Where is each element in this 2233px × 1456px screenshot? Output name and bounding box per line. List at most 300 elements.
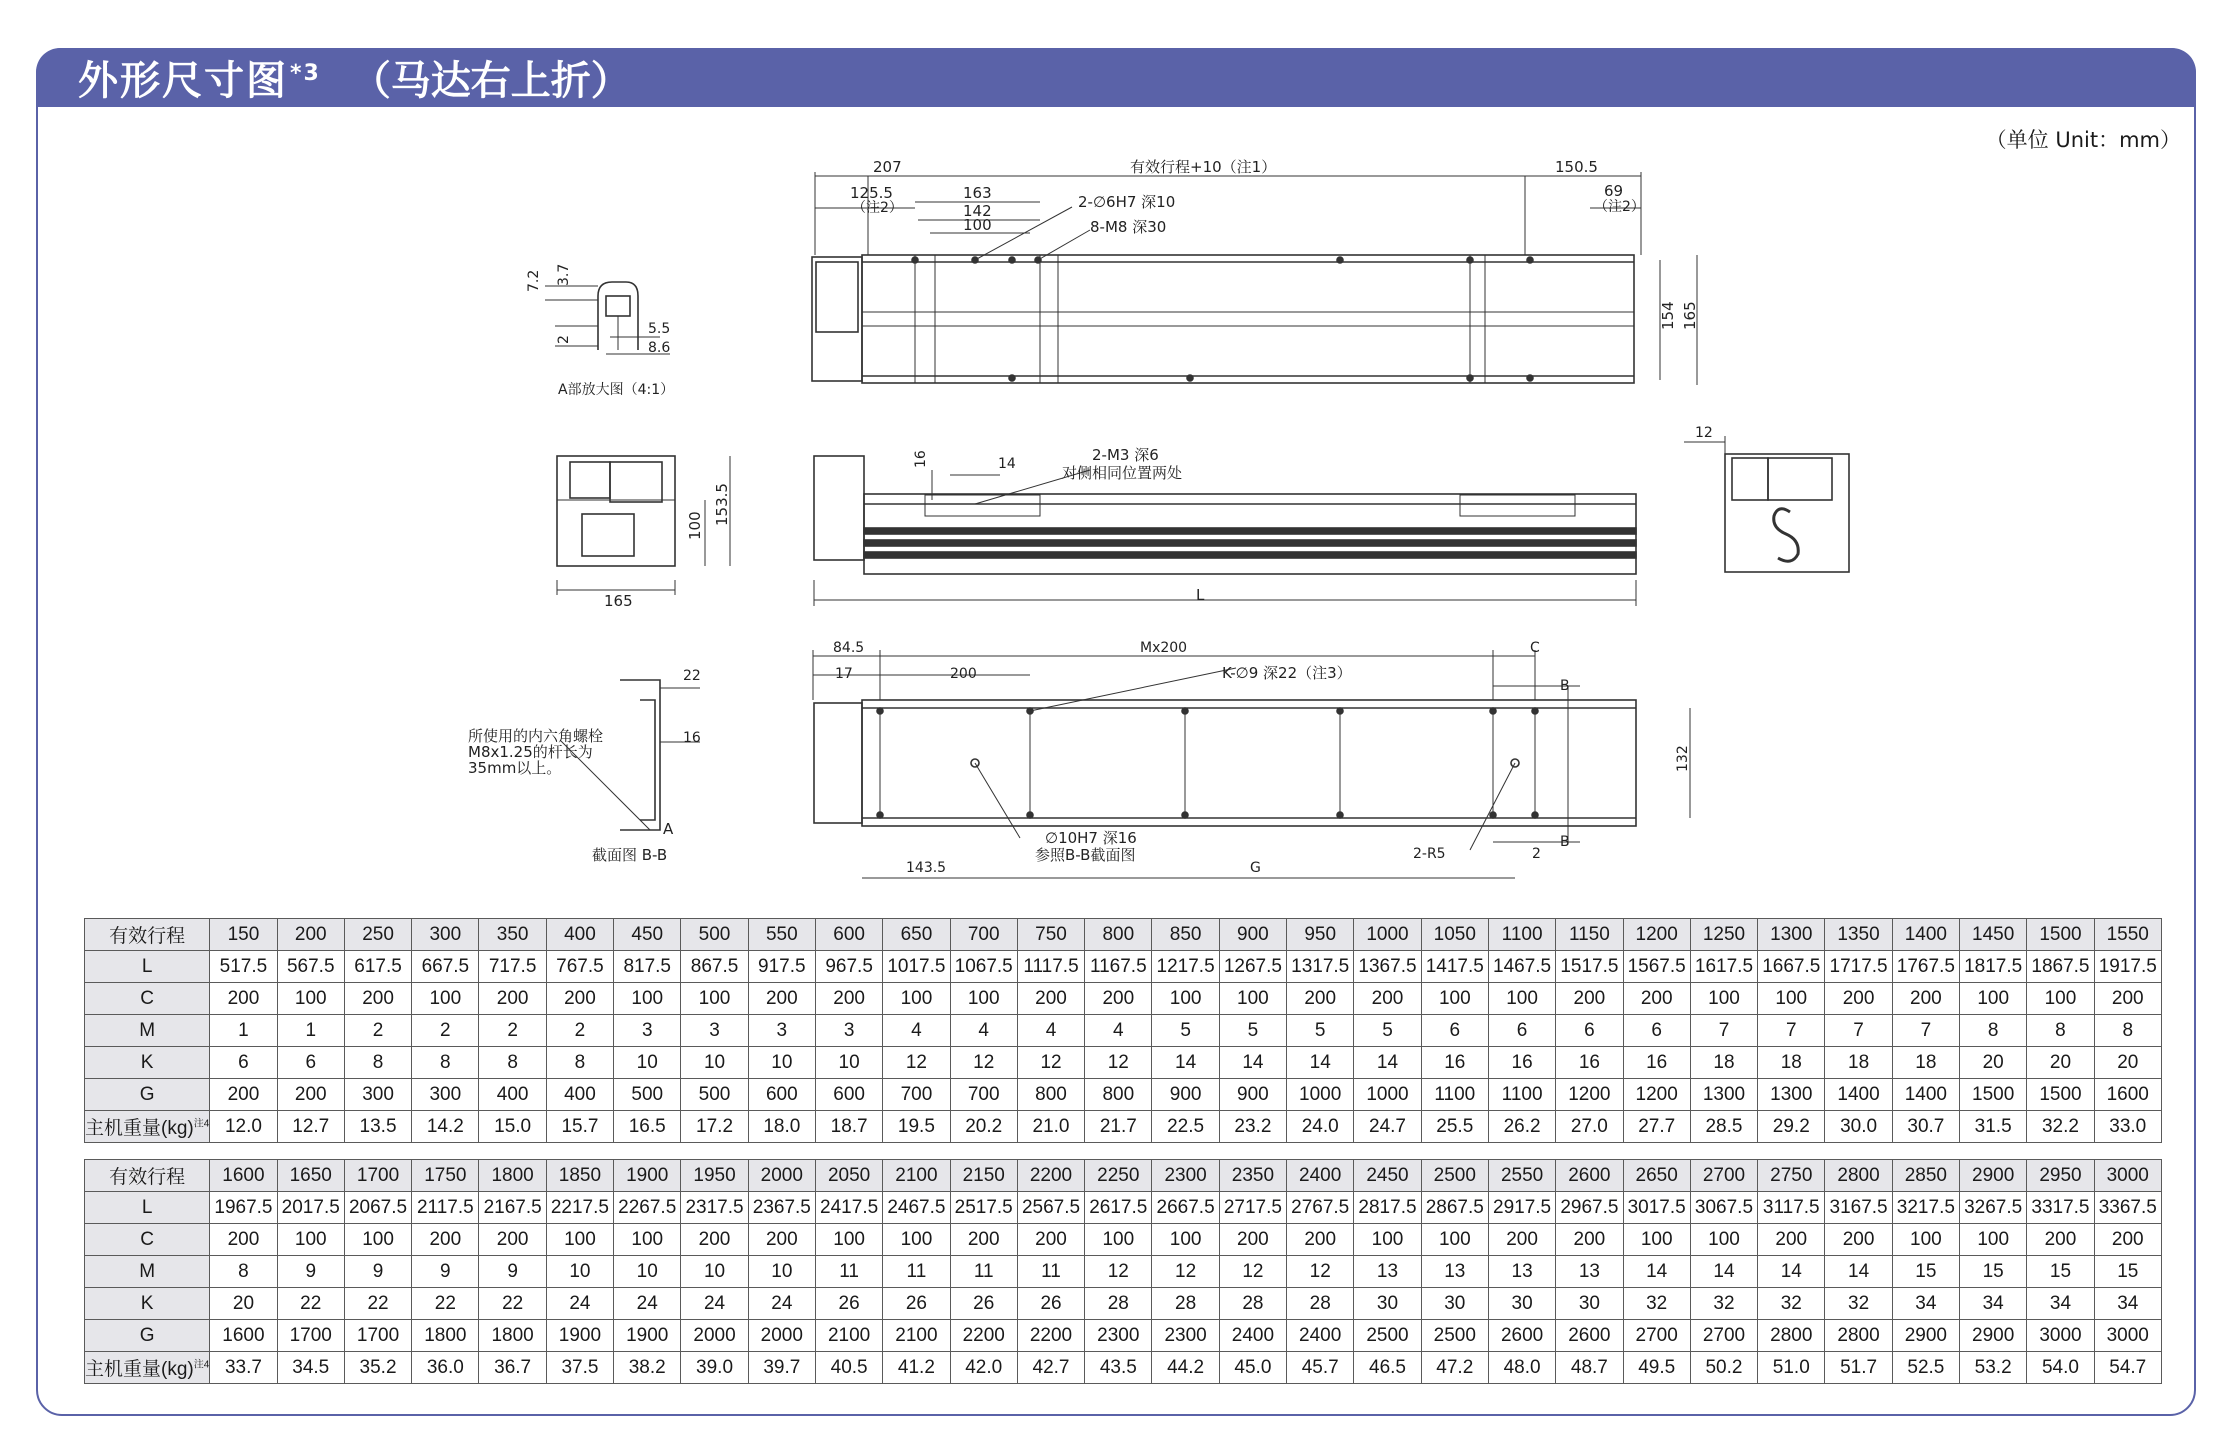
- table-cell: 14: [1623, 1256, 1690, 1288]
- table-cell: 10: [681, 1256, 748, 1288]
- table-cell: 18: [1690, 1047, 1757, 1079]
- table-cell: 23.2: [1219, 1111, 1286, 1143]
- table-cell: 6: [1421, 1015, 1488, 1047]
- table-cell: 2467.5: [883, 1192, 950, 1224]
- table-cell: 2100: [883, 1160, 950, 1192]
- table-cell: 12: [1017, 1047, 1084, 1079]
- table-cell: 24: [546, 1288, 613, 1320]
- table-cell: 100: [2027, 983, 2094, 1015]
- table-cell: 2: [479, 1015, 546, 1047]
- table-cell: 26: [883, 1288, 950, 1320]
- table-cell: 517.5: [210, 951, 277, 983]
- table-cell: 1067.5: [950, 951, 1017, 983]
- table-cell: 1900: [614, 1160, 681, 1192]
- table-cell: 550: [748, 919, 815, 951]
- table-cell: 200: [1287, 1224, 1354, 1256]
- table-cell: 900: [1219, 1079, 1286, 1111]
- table-cell: 567.5: [277, 951, 344, 983]
- table-cell: 20: [210, 1288, 277, 1320]
- table-cell: 12.0: [210, 1111, 277, 1143]
- page-subtitle: （马达右上折）: [350, 58, 631, 104]
- dim-5-5: 5.5: [648, 321, 671, 337]
- table-cell: 4: [950, 1015, 1017, 1047]
- table-cell: 34: [2094, 1288, 2161, 1320]
- table-cell: 2217.5: [546, 1192, 613, 1224]
- table-cell: 800: [1085, 919, 1152, 951]
- table-row: [85, 983, 2162, 1015]
- table-cell: 100: [1892, 1224, 1959, 1256]
- unit-note: （单位 Unit：mm）: [1985, 128, 2181, 152]
- table-cell: 1600: [2094, 1079, 2161, 1111]
- table-cell: 14: [1219, 1047, 1286, 1079]
- table-cell: 35.2: [344, 1352, 411, 1384]
- table-cell: 10: [748, 1047, 815, 1079]
- table-cell: 24: [681, 1288, 748, 1320]
- table-cell: 26: [815, 1288, 882, 1320]
- dim-153-5: 153.5: [713, 483, 731, 526]
- table-cell: 2950: [2027, 1160, 2094, 1192]
- table-cell: 5: [1354, 1015, 1421, 1047]
- table-cell: 16: [1421, 1047, 1488, 1079]
- table-cell: 2000: [681, 1320, 748, 1352]
- table-cell: 40.5: [815, 1352, 882, 1384]
- table-cell: 200: [1219, 1224, 1286, 1256]
- table-cell: 32: [1758, 1288, 1825, 1320]
- table-cell: 1500: [2027, 1079, 2094, 1111]
- screw-note: 8-M8 深30: [1090, 218, 1167, 236]
- table-cell: 28: [1152, 1288, 1219, 1320]
- table-cell: 9: [479, 1256, 546, 1288]
- table-cell: 200: [210, 983, 277, 1015]
- table-cell: 8: [2094, 1015, 2161, 1047]
- table-cell: 8: [2027, 1015, 2094, 1047]
- dim-2: 2: [1532, 846, 1541, 862]
- table-cell: 2700: [1690, 1160, 1757, 1192]
- table-cell: 917.5: [748, 951, 815, 983]
- table-cell: 100: [1421, 983, 1488, 1015]
- table-cell: 200: [1287, 983, 1354, 1015]
- table-cell: 200: [1556, 983, 1623, 1015]
- table-cell: 14: [1825, 1256, 1892, 1288]
- table-cell: 36.0: [412, 1352, 479, 1384]
- end-view-left: [557, 456, 731, 610]
- table-cell: 53.2: [1960, 1352, 2027, 1384]
- table-cell: 3000: [2027, 1320, 2094, 1352]
- table-cell: 10: [614, 1047, 681, 1079]
- table-cell: 22: [277, 1288, 344, 1320]
- table-cell: 1400: [1825, 1079, 1892, 1111]
- table-cell: 900: [1152, 1079, 1219, 1111]
- table-cell: 14: [1287, 1047, 1354, 1079]
- table-cell: 700: [883, 1079, 950, 1111]
- row-label: G: [85, 1079, 210, 1111]
- row-label: C: [85, 1224, 210, 1256]
- table-row: [85, 1224, 2162, 1256]
- dim-16: 16: [913, 450, 929, 468]
- table-cell: 4: [883, 1015, 950, 1047]
- table-cell: 2: [546, 1015, 613, 1047]
- table-cell: 8: [1960, 1015, 2027, 1047]
- table-cell: 1550: [2094, 919, 2161, 951]
- table-cell: 100: [1219, 983, 1286, 1015]
- table-cell: 15: [1960, 1256, 2027, 1288]
- table-cell: 1200: [1623, 919, 1690, 951]
- table-cell: 2900: [1892, 1320, 1959, 1352]
- mark-B1: B: [1560, 678, 1570, 694]
- table-cell: 300: [412, 1079, 479, 1111]
- table-cell: 1817.5: [1960, 951, 2027, 983]
- table-cell: 600: [815, 1079, 882, 1111]
- table-cell: 49.5: [1623, 1352, 1690, 1384]
- table-cell: 2350: [1219, 1160, 1286, 1192]
- table-cell: 1200: [1556, 1079, 1623, 1111]
- table-cell: 100: [344, 1224, 411, 1256]
- row-label: L: [85, 1192, 210, 1224]
- table-cell: 100: [277, 1224, 344, 1256]
- dim-C: C: [1530, 640, 1540, 656]
- table-cell: 2200: [1017, 1160, 1084, 1192]
- table-cell: 2400: [1287, 1160, 1354, 1192]
- table-cell: 1500: [1960, 1079, 2027, 1111]
- dim-132: 132: [1675, 745, 1691, 772]
- table-cell: 5: [1287, 1015, 1354, 1047]
- table-cell: 18.7: [815, 1111, 882, 1143]
- table-cell: 100: [883, 1224, 950, 1256]
- table-cell: 34: [1892, 1288, 1959, 1320]
- table-row: [85, 1352, 2162, 1384]
- section-bb-caption: 截面图 B-B: [592, 846, 668, 864]
- table-cell: 1700: [344, 1160, 411, 1192]
- table-cell: 2000: [748, 1320, 815, 1352]
- table-cell: 1167.5: [1085, 951, 1152, 983]
- table-cell: 28: [1219, 1288, 1286, 1320]
- table-cell: 37.5: [546, 1352, 613, 1384]
- table-row: [85, 1047, 2162, 1079]
- table-cell: 1700: [344, 1320, 411, 1352]
- table-cell: 13: [1354, 1256, 1421, 1288]
- table-cell: 100: [1960, 1224, 2027, 1256]
- table-cell: 1800: [479, 1160, 546, 1192]
- table-cell: 200: [1825, 1224, 1892, 1256]
- table-cell: 2817.5: [1354, 1192, 1421, 1224]
- table-cell: 7: [1758, 1015, 1825, 1047]
- table-cell: 100: [1690, 983, 1757, 1015]
- table-cell: 2300: [1152, 1320, 1219, 1352]
- table-cell: 1500: [2027, 919, 2094, 951]
- table-cell: 30: [1354, 1288, 1421, 1320]
- row-label: 有效行程: [85, 919, 210, 951]
- table-cell: 200: [950, 1224, 1017, 1256]
- table-cell: 11: [815, 1256, 882, 1288]
- table-cell: 150: [210, 919, 277, 951]
- table-cell: 1050: [1421, 919, 1488, 951]
- dim-125-5: 125.5: [850, 184, 893, 202]
- table-cell: 15: [1892, 1256, 1959, 1288]
- table-cell: 500: [681, 1079, 748, 1111]
- dim-M: Mx200: [1140, 640, 1188, 656]
- table-cell: 1950: [681, 1160, 748, 1192]
- table-cell: 200: [277, 1079, 344, 1111]
- table-cell: 650: [883, 919, 950, 951]
- table-cell: 1100: [1488, 1079, 1555, 1111]
- table-cell: 2167.5: [479, 1192, 546, 1224]
- tap-note: 2-M3 深6: [1092, 446, 1159, 464]
- table-cell: 1517.5: [1556, 951, 1623, 983]
- table-cell: 1117.5: [1017, 951, 1084, 983]
- top-view: [812, 158, 1699, 385]
- table-cell: 16.5: [614, 1111, 681, 1143]
- table-cell: 2900: [1960, 1160, 2027, 1192]
- table-cell: 52.5: [1892, 1352, 1959, 1384]
- bolt-note-3: 35mm以上。: [468, 759, 562, 777]
- section-bb-view: [468, 668, 701, 864]
- table-cell: 3: [681, 1015, 748, 1047]
- table-cell: 100: [546, 1224, 613, 1256]
- note-2b: （注2）: [1594, 199, 1645, 215]
- table-cell: 13: [1421, 1256, 1488, 1288]
- table-cell: 50.2: [1690, 1352, 1757, 1384]
- table-cell: 2917.5: [1488, 1192, 1555, 1224]
- spec-table-1: [84, 918, 2162, 1143]
- dim-142: 142: [963, 202, 992, 220]
- table-cell: 2767.5: [1287, 1192, 1354, 1224]
- table-cell: 100: [614, 1224, 681, 1256]
- table-cell: 20: [2094, 1047, 2161, 1079]
- table-cell: 1967.5: [210, 1192, 277, 1224]
- table-cell: 20.2: [950, 1111, 1017, 1143]
- table-cell: 21.7: [1085, 1111, 1152, 1143]
- table-cell: 200: [210, 1079, 277, 1111]
- table-cell: 900: [1219, 919, 1286, 951]
- table-cell: 2100: [815, 1320, 882, 1352]
- table-cell: 39.0: [681, 1352, 748, 1384]
- pin-note-2: 参照B-B截面图: [1035, 846, 1136, 864]
- end-view-right: [1684, 425, 1849, 572]
- table-cell: 200: [815, 983, 882, 1015]
- table-cell: 200: [1825, 983, 1892, 1015]
- table-cell: 1150: [1556, 919, 1623, 951]
- table-cell: 22: [412, 1288, 479, 1320]
- table-cell: 2700: [1623, 1320, 1690, 1352]
- table-cell: 15: [2094, 1256, 2161, 1288]
- table-cell: 1100: [1488, 919, 1555, 951]
- table-cell: 32: [1623, 1288, 1690, 1320]
- table-cell: 2250: [1085, 1160, 1152, 1192]
- table-cell: 200: [681, 1224, 748, 1256]
- table-cell: 8: [412, 1047, 479, 1079]
- table-cell: 1200: [1623, 1079, 1690, 1111]
- table-cell: 2717.5: [1219, 1192, 1286, 1224]
- table-cell: 2000: [748, 1160, 815, 1192]
- table-cell: 2900: [1960, 1320, 2027, 1352]
- table-cell: 500: [681, 919, 748, 951]
- row-label: K: [85, 1047, 210, 1079]
- table-cell: 25.5: [1421, 1111, 1488, 1143]
- table-cell: 30: [1421, 1288, 1488, 1320]
- table-cell: 1100: [1421, 1079, 1488, 1111]
- table-cell: 2600: [1556, 1160, 1623, 1192]
- table-cell: 17.2: [681, 1111, 748, 1143]
- table-cell: 1267.5: [1219, 951, 1286, 983]
- pin-note-1: ∅10H7 深16: [1045, 829, 1137, 847]
- dim-14: 14: [998, 456, 1016, 472]
- table-cell: 1250: [1690, 919, 1757, 951]
- table-cell: 2600: [1556, 1320, 1623, 1352]
- table-row: [85, 919, 2162, 951]
- table-cell: 30.0: [1825, 1111, 1892, 1143]
- table-row: [85, 1015, 2162, 1047]
- table-cell: 10: [815, 1047, 882, 1079]
- note-2a: （注2）: [852, 200, 903, 216]
- table-cell: 1300: [1758, 919, 1825, 951]
- dim-G: G: [1250, 860, 1261, 876]
- table-cell: 12: [1085, 1047, 1152, 1079]
- table-cell: 2800: [1825, 1320, 1892, 1352]
- table-cell: 1650: [277, 1160, 344, 1192]
- table-cell: 3: [748, 1015, 815, 1047]
- dim-100: 100: [963, 216, 992, 234]
- bolt-note-1: 所使用的内六角螺栓: [468, 727, 604, 745]
- table-cell: 2500: [1421, 1160, 1488, 1192]
- table-cell: 2500: [1421, 1320, 1488, 1352]
- table-cell: 200: [412, 1224, 479, 1256]
- table-cell: 12: [1287, 1256, 1354, 1288]
- table-cell: 22: [479, 1288, 546, 1320]
- table-cell: 2667.5: [1152, 1192, 1219, 1224]
- dim-143-5: 143.5: [906, 860, 947, 876]
- table-cell: 200: [344, 983, 411, 1015]
- table-cell: 29.2: [1758, 1111, 1825, 1143]
- table-cell: 10: [546, 1256, 613, 1288]
- page-title: 外形尺寸图$^{*3}$: [78, 58, 321, 104]
- table-cell: 18.0: [748, 1111, 815, 1143]
- table-cell: 32: [1825, 1288, 1892, 1320]
- table-cell: 500: [614, 1079, 681, 1111]
- table-cell: 1700: [277, 1320, 344, 1352]
- table-cell: 9: [277, 1256, 344, 1288]
- table-cell: 2100: [883, 1320, 950, 1352]
- table-cell: 20: [1960, 1047, 2027, 1079]
- table-cell: 2: [344, 1015, 411, 1047]
- table-cell: 1767.5: [1892, 951, 1959, 983]
- dim-16: 16: [683, 730, 701, 746]
- table-cell: 800: [1017, 1079, 1084, 1111]
- table-cell: 1400: [1892, 1079, 1959, 1111]
- table-cell: 6: [277, 1047, 344, 1079]
- table-cell: 5: [1152, 1015, 1219, 1047]
- table-cell: 16: [1556, 1047, 1623, 1079]
- table-cell: 100: [1623, 1224, 1690, 1256]
- row-label: 有效行程: [85, 1160, 210, 1192]
- table-cell: 1317.5: [1287, 951, 1354, 983]
- table-cell: 200: [2094, 1224, 2161, 1256]
- table-cell: 800: [1085, 1079, 1152, 1111]
- table-cell: 26: [950, 1288, 1017, 1320]
- bolt-note-2: M8x1.25的杆长为: [468, 743, 593, 761]
- table-cell: 2050: [815, 1160, 882, 1192]
- table-row: [85, 1111, 2162, 1143]
- table-cell: 100: [1758, 983, 1825, 1015]
- detail-a-view: [526, 264, 674, 398]
- table-cell: 2550: [1488, 1160, 1555, 1192]
- table-cell: 867.5: [681, 951, 748, 983]
- row-label: C: [85, 983, 210, 1015]
- table-cell: 2: [412, 1015, 479, 1047]
- table-cell: 10: [614, 1256, 681, 1288]
- table-cell: 2700: [1690, 1320, 1757, 1352]
- table-cell: 200: [210, 1224, 277, 1256]
- table-cell: 100: [1354, 1224, 1421, 1256]
- table-cell: 2200: [1017, 1320, 1084, 1352]
- table-cell: 2967.5: [1556, 1192, 1623, 1224]
- table-cell: 2300: [1152, 1160, 1219, 1192]
- table-cell: 1617.5: [1690, 951, 1757, 983]
- table-row: [85, 1320, 2162, 1352]
- table-cell: 2800: [1758, 1320, 1825, 1352]
- dim-69: 69: [1604, 182, 1624, 200]
- dim-84-5: 84.5: [833, 640, 865, 656]
- table-cell: 1: [277, 1015, 344, 1047]
- row-label: 主机重量(kg)$^{注4}$: [85, 1352, 210, 1384]
- table-cell: 6: [1556, 1015, 1623, 1047]
- table-cell: 850: [1152, 919, 1219, 951]
- dim-22: 22: [683, 668, 701, 684]
- table-cell: 8: [479, 1047, 546, 1079]
- table-cell: 2417.5: [815, 1192, 882, 1224]
- table-cell: 31.5: [1960, 1111, 2027, 1143]
- table-cell: 200: [479, 1224, 546, 1256]
- table-cell: 200: [1085, 983, 1152, 1015]
- table-cell: 200: [479, 983, 546, 1015]
- table-cell: 13.5: [344, 1111, 411, 1143]
- table-cell: 1600: [210, 1320, 277, 1352]
- table-cell: 8: [344, 1047, 411, 1079]
- table-cell: 300: [344, 1079, 411, 1111]
- table-cell: 3000: [2094, 1160, 2161, 1192]
- table-cell: 18: [1825, 1047, 1892, 1079]
- table-cell: 26.2: [1488, 1111, 1555, 1143]
- table-cell: 100: [1085, 1224, 1152, 1256]
- table-cell: 13: [1556, 1256, 1623, 1288]
- table-cell: 2067.5: [344, 1192, 411, 1224]
- table-cell: 2500: [1354, 1320, 1421, 1352]
- row-label: G: [85, 1320, 210, 1352]
- table-cell: 54.0: [2027, 1352, 2094, 1384]
- row-label: K: [85, 1288, 210, 1320]
- table-cell: 10: [681, 1047, 748, 1079]
- table-cell: 7: [1690, 1015, 1757, 1047]
- table-cell: 950: [1287, 919, 1354, 951]
- table-cell: 45.0: [1219, 1352, 1286, 1384]
- row-label: M: [85, 1015, 210, 1047]
- table-cell: 12: [1152, 1256, 1219, 1288]
- table-cell: 1467.5: [1488, 951, 1555, 983]
- table-cell: 2017.5: [277, 1192, 344, 1224]
- table-cell: 3317.5: [2027, 1192, 2094, 1224]
- table-cell: 667.5: [412, 951, 479, 983]
- table-cell: 200: [1017, 1224, 1084, 1256]
- table-cell: 200: [277, 919, 344, 951]
- table-cell: 2600: [1488, 1320, 1555, 1352]
- table-cell: 28.5: [1690, 1111, 1757, 1143]
- table-cell: 100: [1690, 1224, 1757, 1256]
- dim-L: L: [1196, 586, 1205, 604]
- table-cell: 200: [748, 1224, 815, 1256]
- table-cell: 100: [950, 983, 1017, 1015]
- table-cell: 200: [1354, 983, 1421, 1015]
- table-cell: 33.7: [210, 1352, 277, 1384]
- table-cell: 2300: [1085, 1320, 1152, 1352]
